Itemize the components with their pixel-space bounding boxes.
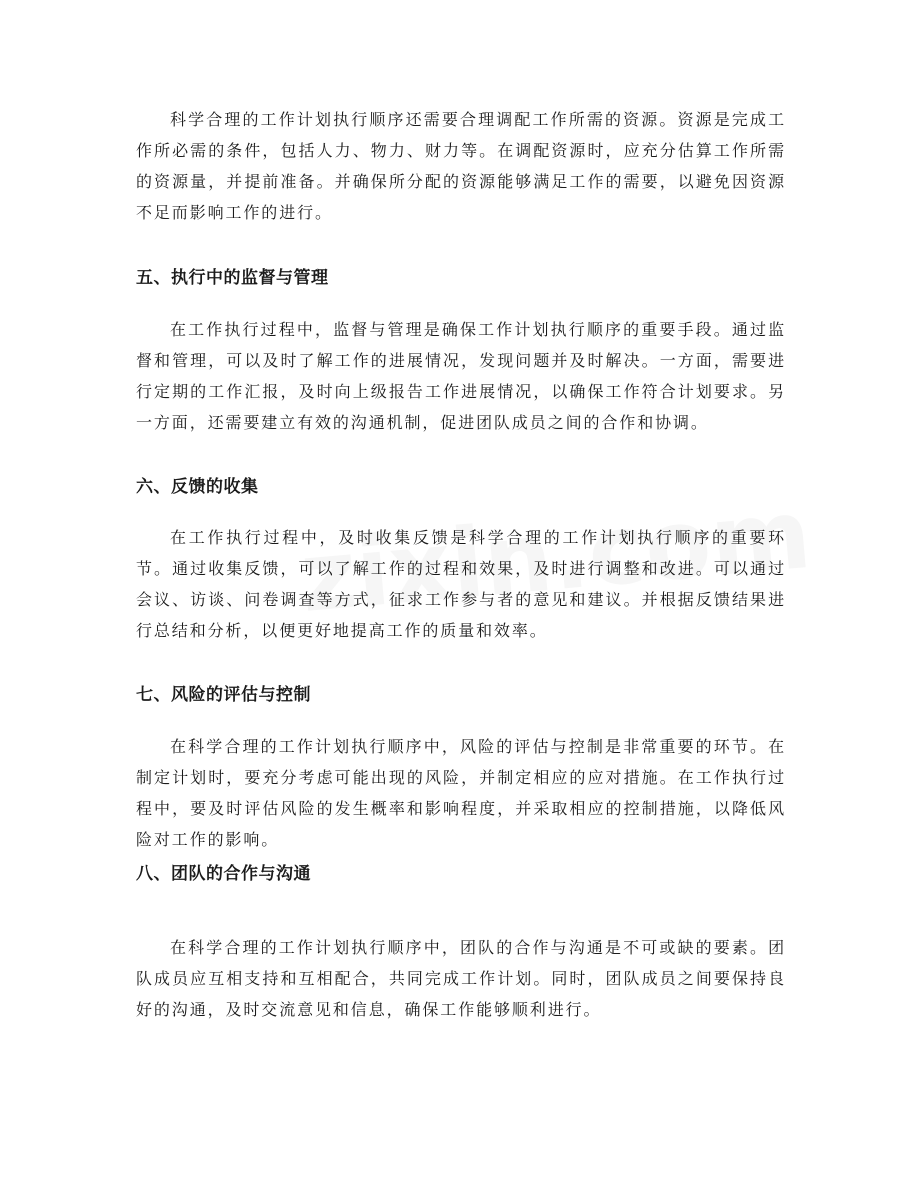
section-body-risk: 在科学合理的工作计划执行顺序中，风险的评估与控制是非常重要的环节。在制定计划时，要充分考虑可能出现的风险，并制定相应的应对措施。在工作执行过程中，要及时评估风险的发生概率和影响程度，并采取相应的控制措施，以降低风险对工作的影响。 <box>136 737 786 849</box>
section-body-supervision: 在工作执行过程中，监督与管理是确保工作计划执行顺序的重要手段。通过监督和管理，可以及时了解工作的进展情况，发现问题并及时解决。一方面，需要进行定期的工作汇报，及时向上级报告工作进展情况，以确保工作符合计划要求。另一方面，还需要建立有效的沟通机制，促进团队成员之间的合作和协调。 <box>136 320 786 432</box>
section-body-feedback: 在工作执行过程中，及时收集反馈是科学合理的工作计划执行顺序的重要环节。通过收集反馈，可以了解工作的过程和效果，及时进行调整和改进。可以通过会议、访谈、问卷调查等方式，征求工作参与者的意见和建议。并根据反馈结果进行总结和分析，以便更好地提高工作的质量和效率。 <box>136 528 786 640</box>
section-heading-supervision: 五、执行中的监督与管理 <box>136 268 329 288</box>
section-heading-risk: 七、风险的评估与控制 <box>136 685 311 705</box>
section-heading-feedback: 六、反馈的收集 <box>136 477 259 497</box>
section-heading-teamwork: 八、团队的合作与沟通 <box>136 864 311 884</box>
paragraph-resources: 科学合理的工作计划执行顺序还需要合理调配工作所需的资源。资源是完成工作所必需的条件，包括人力、物力、财力等。在调配资源时，应充分估算工作所需的资源量，并提前准备。并确保所分配的资源能够满足工作的需要，以避免因资源不足而影响工作的进行。 <box>136 110 786 222</box>
section-body-teamwork: 在科学合理的工作计划执行顺序中，团队的合作与沟通是不可或缺的要素。团队成员应互相支持和互相配合，共同完成工作计划。同时，团队成员之间要保持良好的沟通，及时交流意见和信息，确保工作能够顺利进行。 <box>136 938 786 1019</box>
